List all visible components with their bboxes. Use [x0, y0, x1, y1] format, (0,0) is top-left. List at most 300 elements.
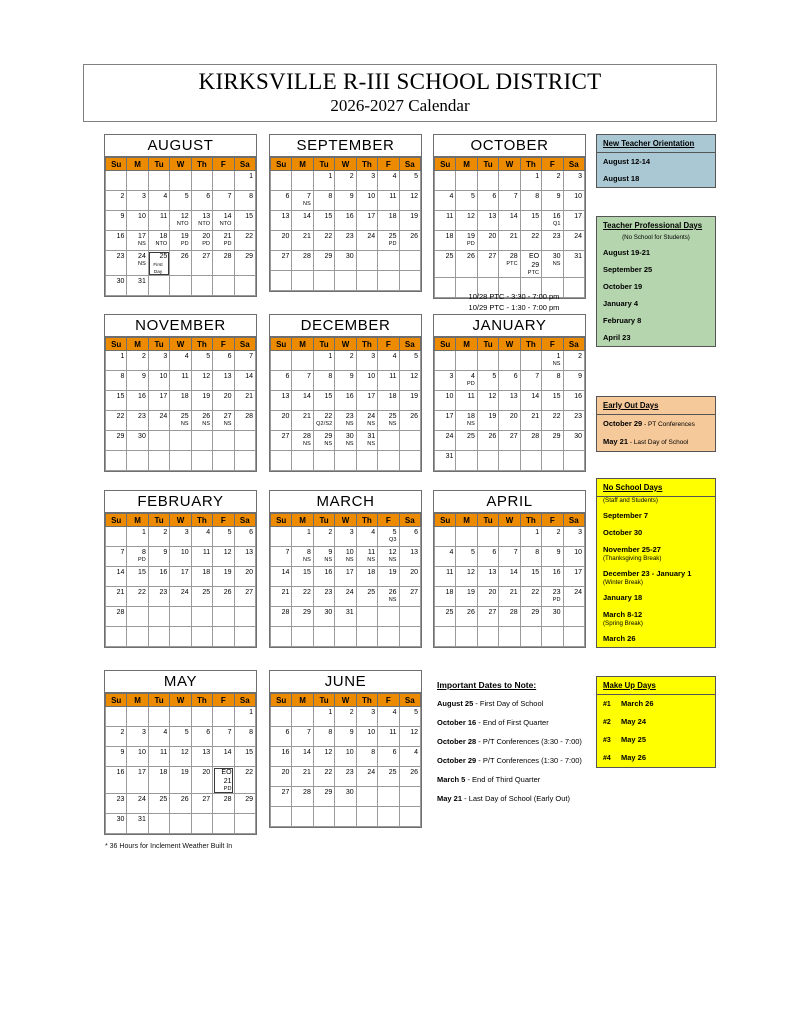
day-cell[interactable] — [477, 251, 498, 278]
day-cell[interactable] — [271, 371, 292, 391]
day-cell[interactable] — [271, 391, 292, 411]
day-cell[interactable] — [213, 391, 234, 411]
day-cell[interactable] — [378, 211, 399, 231]
day-cell[interactable] — [313, 211, 334, 231]
day-cell[interactable] — [456, 431, 477, 451]
day-cell[interactable] — [148, 371, 169, 391]
day-cell[interactable] — [234, 747, 255, 767]
day-cell[interactable] — [520, 191, 541, 211]
day-cell[interactable] — [356, 171, 377, 191]
day-cell[interactable] — [234, 171, 255, 191]
day-cell[interactable] — [170, 411, 191, 431]
day-cell[interactable] — [292, 191, 313, 211]
day-cell[interactable] — [542, 211, 563, 231]
day-cell[interactable] — [520, 587, 541, 607]
day-cell[interactable] — [191, 547, 212, 567]
day-cell[interactable] — [170, 191, 191, 211]
day-cell[interactable] — [106, 607, 127, 627]
day-cell[interactable] — [356, 547, 377, 567]
day-cell[interactable] — [542, 607, 563, 627]
day-cell[interactable] — [213, 211, 234, 231]
day-cell[interactable] — [234, 211, 255, 231]
day-cell[interactable] — [106, 276, 127, 296]
day-cell[interactable] — [477, 411, 498, 431]
day-cell[interactable] — [271, 231, 292, 251]
day-cell[interactable] — [399, 727, 420, 747]
day-cell[interactable] — [127, 767, 148, 794]
day-cell[interactable] — [542, 547, 563, 567]
day-cell[interactable] — [127, 587, 148, 607]
day-cell[interactable] — [106, 231, 127, 251]
day-cell[interactable] — [563, 251, 584, 278]
day-cell[interactable] — [435, 411, 456, 431]
day-cell[interactable] — [356, 587, 377, 607]
day-cell[interactable] — [335, 371, 356, 391]
day-cell[interactable] — [213, 411, 234, 431]
day-cell[interactable] — [191, 527, 212, 547]
day-cell[interactable] — [292, 431, 313, 451]
day-cell[interactable] — [499, 251, 520, 278]
day-cell[interactable] — [563, 211, 584, 231]
day-cell[interactable] — [127, 251, 148, 276]
day-cell[interactable] — [399, 747, 420, 767]
day-cell[interactable] — [399, 587, 420, 607]
day-cell[interactable] — [106, 747, 127, 767]
day-cell[interactable] — [191, 371, 212, 391]
day-cell[interactable] — [378, 767, 399, 787]
day-cell[interactable] — [106, 567, 127, 587]
day-cell[interactable] — [356, 567, 377, 587]
day-cell[interactable] — [542, 371, 563, 391]
day-cell[interactable] — [170, 251, 191, 276]
day-cell[interactable] — [435, 587, 456, 607]
day-cell[interactable] — [191, 767, 212, 794]
day-cell[interactable] — [335, 547, 356, 567]
day-cell[interactable] — [191, 351, 212, 371]
day-cell[interactable] — [435, 231, 456, 251]
day-cell[interactable] — [399, 191, 420, 211]
day-cell[interactable] — [292, 607, 313, 627]
day-cell[interactable] — [435, 191, 456, 211]
day-cell[interactable] — [271, 567, 292, 587]
day-cell[interactable] — [542, 191, 563, 211]
day-cell[interactable] — [234, 547, 255, 567]
day-cell[interactable] — [106, 411, 127, 431]
day-cell[interactable] — [499, 231, 520, 251]
day-cell[interactable] — [378, 191, 399, 211]
day-cell[interactable] — [335, 411, 356, 431]
day-cell[interactable] — [456, 211, 477, 231]
day-cell[interactable] — [313, 411, 334, 431]
day-cell[interactable] — [542, 231, 563, 251]
day-cell[interactable] — [335, 587, 356, 607]
day-cell[interactable] — [191, 727, 212, 747]
day-cell[interactable] — [313, 547, 334, 567]
day-cell[interactable] — [520, 527, 541, 547]
day-cell[interactable] — [213, 251, 234, 276]
day-cell[interactable] — [499, 587, 520, 607]
day-cell[interactable] — [499, 371, 520, 391]
day-cell[interactable] — [271, 587, 292, 607]
day-cell[interactable] — [170, 351, 191, 371]
day-cell[interactable] — [356, 371, 377, 391]
day-cell[interactable] — [563, 527, 584, 547]
day-cell[interactable] — [148, 747, 169, 767]
day-cell[interactable] — [399, 171, 420, 191]
day-cell[interactable] — [456, 411, 477, 431]
day-cell[interactable] — [399, 767, 420, 787]
day-cell[interactable] — [271, 767, 292, 787]
day-cell[interactable] — [127, 231, 148, 251]
day-cell[interactable] — [335, 707, 356, 727]
day-cell[interactable] — [542, 251, 563, 278]
day-cell[interactable] — [563, 567, 584, 587]
day-cell[interactable] — [106, 727, 127, 747]
day-cell[interactable] — [170, 371, 191, 391]
day-cell[interactable] — [127, 191, 148, 211]
day-cell[interactable] — [563, 411, 584, 431]
day-cell[interactable] — [499, 547, 520, 567]
day-cell[interactable] — [106, 794, 127, 814]
day-cell[interactable] — [292, 547, 313, 567]
day-cell[interactable] — [292, 391, 313, 411]
day-cell[interactable] — [127, 411, 148, 431]
day-cell[interactable] — [191, 211, 212, 231]
day-cell[interactable] — [520, 231, 541, 251]
day-cell[interactable] — [313, 431, 334, 451]
day-cell[interactable] — [234, 391, 255, 411]
day-cell[interactable] — [477, 607, 498, 627]
day-cell[interactable] — [356, 431, 377, 451]
day-cell[interactable] — [271, 191, 292, 211]
day-cell[interactable] — [234, 567, 255, 587]
day-cell[interactable] — [499, 411, 520, 431]
day-cell[interactable] — [456, 391, 477, 411]
day-cell[interactable] — [213, 587, 234, 607]
day-cell[interactable] — [213, 191, 234, 211]
day-cell[interactable] — [520, 411, 541, 431]
day-cell[interactable] — [234, 527, 255, 547]
day-cell[interactable] — [378, 747, 399, 767]
day-cell[interactable] — [191, 587, 212, 607]
day-cell[interactable] — [271, 431, 292, 451]
day-cell[interactable] — [213, 567, 234, 587]
day-cell[interactable] — [313, 171, 334, 191]
day-cell[interactable] — [127, 567, 148, 587]
day-cell[interactable] — [170, 547, 191, 567]
day-cell[interactable] — [456, 547, 477, 567]
day-cell[interactable] — [271, 251, 292, 271]
day-cell[interactable] — [563, 231, 584, 251]
day-cell[interactable] — [356, 767, 377, 787]
day-cell[interactable] — [456, 371, 477, 391]
day-cell[interactable] — [399, 371, 420, 391]
day-cell[interactable] — [563, 371, 584, 391]
day-cell[interactable] — [520, 171, 541, 191]
day-cell[interactable] — [148, 567, 169, 587]
day-cell[interactable] — [313, 727, 334, 747]
day-cell[interactable] — [148, 587, 169, 607]
day-cell[interactable] — [191, 794, 212, 814]
day-cell[interactable] — [335, 251, 356, 271]
day-cell[interactable] — [542, 431, 563, 451]
day-cell[interactable] — [520, 607, 541, 627]
day-cell[interactable] — [106, 391, 127, 411]
day-cell[interactable] — [106, 211, 127, 231]
day-cell[interactable] — [399, 231, 420, 251]
day-cell[interactable] — [234, 411, 255, 431]
day-cell[interactable] — [399, 411, 420, 431]
day-cell[interactable] — [435, 547, 456, 567]
day-cell[interactable] — [542, 391, 563, 411]
day-cell[interactable] — [399, 567, 420, 587]
day-cell[interactable] — [356, 411, 377, 431]
day-cell[interactable] — [148, 547, 169, 567]
day-cell[interactable] — [477, 587, 498, 607]
day-cell[interactable] — [499, 191, 520, 211]
day-cell[interactable] — [170, 747, 191, 767]
day-cell[interactable] — [127, 391, 148, 411]
day-cell[interactable] — [456, 587, 477, 607]
day-cell[interactable] — [127, 276, 148, 296]
day-cell[interactable] — [477, 211, 498, 231]
day-cell[interactable] — [563, 351, 584, 371]
day-cell[interactable] — [234, 191, 255, 211]
day-cell[interactable] — [356, 707, 377, 727]
day-cell[interactable] — [127, 431, 148, 451]
day-cell[interactable] — [435, 567, 456, 587]
day-cell[interactable] — [213, 727, 234, 747]
day-cell[interactable] — [191, 391, 212, 411]
day-cell[interactable] — [335, 527, 356, 547]
day-cell[interactable] — [292, 211, 313, 231]
day-cell[interactable] — [563, 547, 584, 567]
day-cell[interactable] — [520, 391, 541, 411]
day-cell[interactable] — [170, 767, 191, 794]
day-cell[interactable] — [520, 567, 541, 587]
day-cell[interactable] — [456, 251, 477, 278]
day-cell[interactable] — [456, 231, 477, 251]
day-cell[interactable] — [292, 767, 313, 787]
day-cell[interactable] — [356, 727, 377, 747]
day-cell[interactable] — [356, 191, 377, 211]
day-cell[interactable] — [378, 171, 399, 191]
day-cell[interactable] — [313, 767, 334, 787]
day-cell[interactable] — [271, 727, 292, 747]
day-cell[interactable] — [335, 211, 356, 231]
day-cell[interactable] — [271, 547, 292, 567]
day-cell[interactable] — [292, 747, 313, 767]
day-cell[interactable] — [292, 231, 313, 251]
day-cell[interactable] — [191, 231, 212, 251]
day-cell[interactable] — [191, 191, 212, 211]
day-cell[interactable] — [335, 787, 356, 807]
day-cell[interactable] — [456, 567, 477, 587]
day-cell[interactable] — [399, 547, 420, 567]
day-cell[interactable] — [292, 587, 313, 607]
day-cell[interactable] — [477, 567, 498, 587]
day-cell[interactable] — [435, 211, 456, 231]
day-cell[interactable] — [313, 707, 334, 727]
day-cell[interactable] — [542, 527, 563, 547]
day-cell[interactable] — [127, 211, 148, 231]
day-cell[interactable] — [213, 527, 234, 547]
day-cell[interactable] — [213, 767, 234, 794]
day-cell[interactable] — [335, 607, 356, 627]
day-cell[interactable] — [106, 767, 127, 794]
day-cell[interactable] — [356, 231, 377, 251]
day-cell[interactable] — [170, 794, 191, 814]
day-cell[interactable] — [234, 727, 255, 747]
day-cell[interactable] — [292, 371, 313, 391]
day-cell[interactable] — [191, 747, 212, 767]
day-cell[interactable] — [378, 231, 399, 251]
day-cell[interactable] — [234, 707, 255, 727]
day-cell[interactable] — [170, 567, 191, 587]
day-cell[interactable] — [399, 391, 420, 411]
day-cell[interactable] — [213, 351, 234, 371]
day-cell[interactable] — [563, 191, 584, 211]
day-cell[interactable] — [356, 747, 377, 767]
day-cell[interactable] — [335, 391, 356, 411]
day-cell[interactable] — [313, 391, 334, 411]
day-cell[interactable] — [106, 587, 127, 607]
day-cell[interactable] — [313, 251, 334, 271]
day-cell[interactable] — [542, 171, 563, 191]
day-cell[interactable] — [456, 607, 477, 627]
day-cell[interactable] — [563, 587, 584, 607]
day-cell[interactable] — [313, 351, 334, 371]
day-cell[interactable] — [170, 527, 191, 547]
day-cell[interactable] — [378, 547, 399, 567]
day-cell[interactable] — [499, 391, 520, 411]
day-cell[interactable] — [477, 191, 498, 211]
day-cell[interactable] — [148, 211, 169, 231]
day-cell[interactable] — [234, 767, 255, 794]
day-cell[interactable] — [127, 371, 148, 391]
day-cell[interactable] — [477, 547, 498, 567]
day-cell[interactable] — [356, 527, 377, 547]
day-cell[interactable] — [148, 231, 169, 251]
day-cell[interactable] — [520, 211, 541, 231]
day-cell[interactable] — [106, 191, 127, 211]
day-cell[interactable] — [234, 251, 255, 276]
day-cell[interactable] — [148, 794, 169, 814]
day-cell[interactable] — [499, 211, 520, 231]
day-cell[interactable] — [477, 231, 498, 251]
day-cell[interactable] — [313, 747, 334, 767]
day-cell[interactable] — [148, 411, 169, 431]
day-cell[interactable] — [313, 527, 334, 547]
day-cell[interactable] — [477, 371, 498, 391]
day-cell[interactable] — [271, 787, 292, 807]
day-cell[interactable] — [234, 371, 255, 391]
day-cell[interactable] — [213, 547, 234, 567]
day-cell[interactable] — [127, 727, 148, 747]
day-cell[interactable] — [435, 431, 456, 451]
day-cell[interactable] — [499, 567, 520, 587]
day-cell[interactable] — [399, 211, 420, 231]
day-cell[interactable] — [292, 727, 313, 747]
day-cell[interactable] — [213, 747, 234, 767]
day-cell[interactable] — [127, 794, 148, 814]
day-cell[interactable] — [378, 371, 399, 391]
day-cell[interactable] — [520, 251, 541, 278]
day-cell[interactable] — [542, 587, 563, 607]
day-cell[interactable] — [170, 231, 191, 251]
day-cell[interactable] — [335, 567, 356, 587]
day-cell[interactable] — [127, 527, 148, 547]
day-cell[interactable] — [477, 391, 498, 411]
day-cell[interactable] — [170, 727, 191, 747]
day-cell[interactable] — [313, 191, 334, 211]
day-cell[interactable] — [234, 231, 255, 251]
day-cell[interactable] — [271, 747, 292, 767]
day-cell[interactable] — [356, 351, 377, 371]
day-cell[interactable] — [106, 814, 127, 834]
day-cell[interactable] — [378, 707, 399, 727]
day-cell[interactable] — [313, 607, 334, 627]
day-cell[interactable] — [271, 607, 292, 627]
day-cell[interactable] — [191, 251, 212, 276]
day-cell[interactable] — [127, 547, 148, 567]
day-cell[interactable] — [292, 567, 313, 587]
day-cell[interactable] — [292, 251, 313, 271]
day-cell[interactable] — [435, 251, 456, 278]
day-cell[interactable] — [335, 231, 356, 251]
day-cell[interactable] — [335, 191, 356, 211]
day-cell[interactable] — [542, 567, 563, 587]
day-cell[interactable] — [313, 371, 334, 391]
day-cell[interactable] — [356, 391, 377, 411]
day-cell[interactable] — [356, 211, 377, 231]
day-cell[interactable] — [499, 607, 520, 627]
day-cell[interactable] — [106, 251, 127, 276]
day-cell[interactable] — [335, 727, 356, 747]
day-cell[interactable] — [271, 211, 292, 231]
day-cell[interactable] — [542, 411, 563, 431]
day-cell[interactable] — [127, 351, 148, 371]
day-cell[interactable] — [313, 567, 334, 587]
day-cell[interactable] — [106, 351, 127, 371]
day-cell[interactable] — [378, 351, 399, 371]
day-cell[interactable] — [335, 747, 356, 767]
day-cell[interactable] — [456, 191, 477, 211]
day-cell[interactable] — [313, 587, 334, 607]
day-cell[interactable] — [399, 707, 420, 727]
day-cell[interactable] — [378, 391, 399, 411]
day-cell[interactable] — [435, 607, 456, 627]
day-cell[interactable] — [234, 587, 255, 607]
day-cell[interactable] — [335, 431, 356, 451]
day-cell[interactable] — [148, 351, 169, 371]
day-cell[interactable] — [106, 547, 127, 567]
day-cell[interactable] — [170, 391, 191, 411]
day-cell[interactable] — [378, 411, 399, 431]
day-cell[interactable] — [313, 231, 334, 251]
day-cell[interactable] — [399, 351, 420, 371]
day-cell[interactable] — [335, 351, 356, 371]
day-cell[interactable] — [213, 231, 234, 251]
day-cell[interactable] — [520, 371, 541, 391]
day-cell[interactable] — [191, 567, 212, 587]
day-cell[interactable] — [435, 451, 456, 471]
day-cell[interactable] — [563, 431, 584, 451]
day-cell[interactable] — [292, 787, 313, 807]
day-cell[interactable] — [520, 431, 541, 451]
day-cell[interactable] — [313, 787, 334, 807]
day-cell[interactable] — [148, 527, 169, 547]
